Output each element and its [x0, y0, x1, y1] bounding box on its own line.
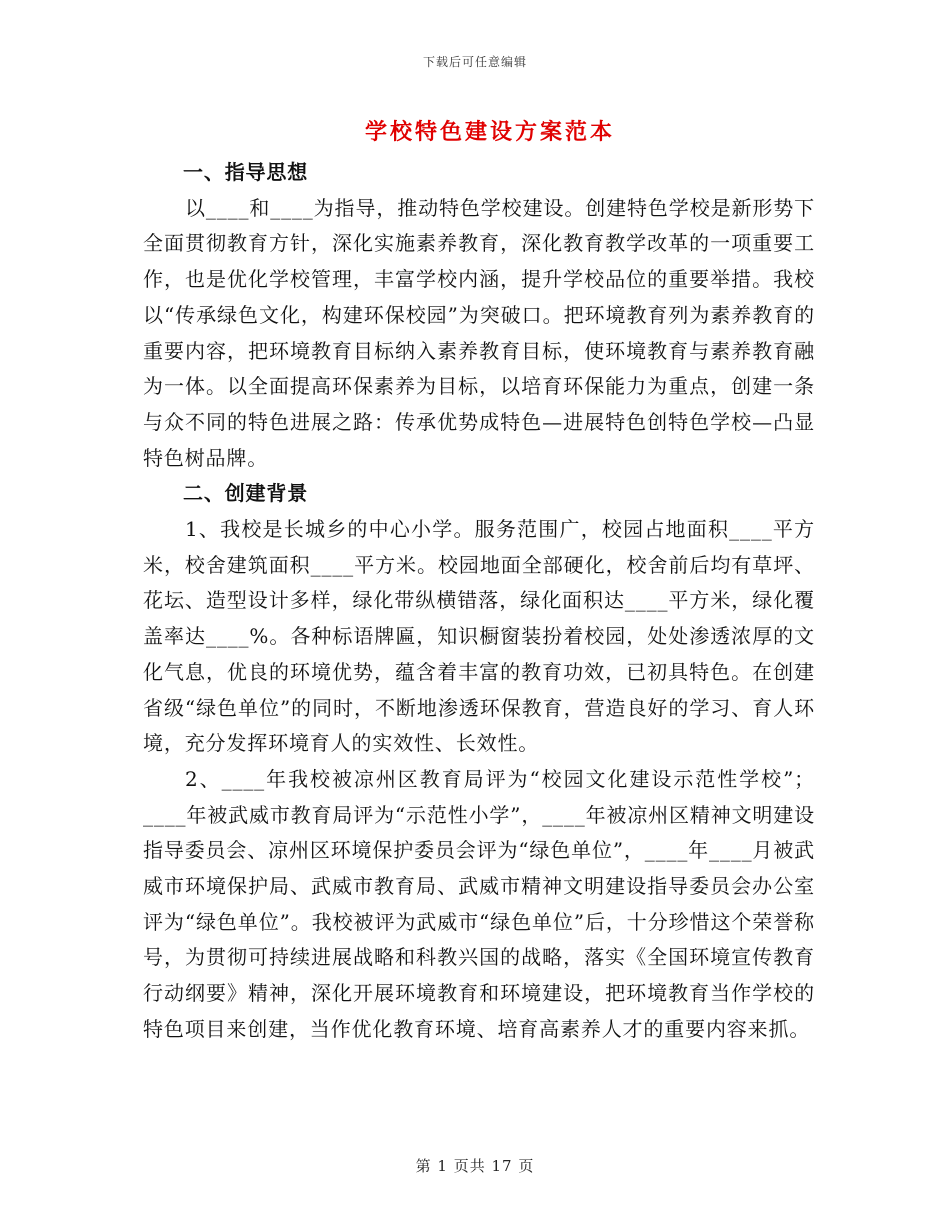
section-heading-background: 二、创建背景	[183, 481, 309, 506]
page-number-footer: 第 1 页共 17 页	[415, 1157, 535, 1175]
paragraph-background-2: 2、____年我校被凉州区教育局评为“校园文化建设示范性学校”；____年被武威市教育局评为“示范性小学”，____年被凉州区精神文明建设指导委员会、凉州区环境保护委员会评为“绿色单位”，____年____月被武威市环境保护局、武威市教育局、武威市精神文明建设指导委员会办公室评为“绿色单位”。我校被评为武威市“绿色单位”后，十分珍惜这个荣誉称号，为贯彻可持续进展战略和科教兴国的战略，落实《全国环境宣传教育行动纲要》精神，深化开展环境教育和环境建设，把环境教育当作学校的特色项目来创建，当作优化教育环境、培育高素养人才的重要内容来抓。	[143, 766, 815, 1041]
paragraph-guiding-ideology: 以____和____为指导，推动特色学校建设。创建特色学校是新形势下全面贯彻教育方针，深化实施素养教育，深化教育教学改革的一项重要工作，也是优化学校管理，丰富学校内涵，提升学校品位的重要举措。我校以“传承绿色文化，构建环保校园”为突破口。把环境教育列为素养教育的重要内容，把环境教育目标纳入素养教育目标，使环境教育与素养教育融为一体。以全面提高环保素养为目标，以培育环保能力为重点，创建一条与众不同的特色进展之路：传承优势成特色—进展特色创特色学校—凸显特色树品牌。	[143, 195, 815, 470]
document-body	[143, 155, 815, 1048]
paragraph-background-1: 1、我校是长城乡的中心小学。服务范围广，校园占地面积____平方米，校舍建筑面积____平方米。校园地面全部硬化，校舍前后均有草坪、花坛、造型设计多样，绿化带纵横错落，绿化面积达____平方米，绿化覆盖率达____%。各种标语牌匾，知识橱窗装扮着校园，处处渗透浓厚的文化气息，优良的环境优势，蕴含着丰富的教育功效，已初具特色。在创建省级“绿色单位”的同时，不断地渗透环保教育，营造良好的学习、育人环境，充分发挥环境育人的实效性、长效性。	[143, 517, 815, 756]
section-heading-guiding-ideology: 一、指导思想	[183, 160, 309, 184]
document-title: 学校特色建设方案范本	[364, 119, 615, 145]
page-header-note: 下载后可任意编辑	[422, 55, 527, 69]
